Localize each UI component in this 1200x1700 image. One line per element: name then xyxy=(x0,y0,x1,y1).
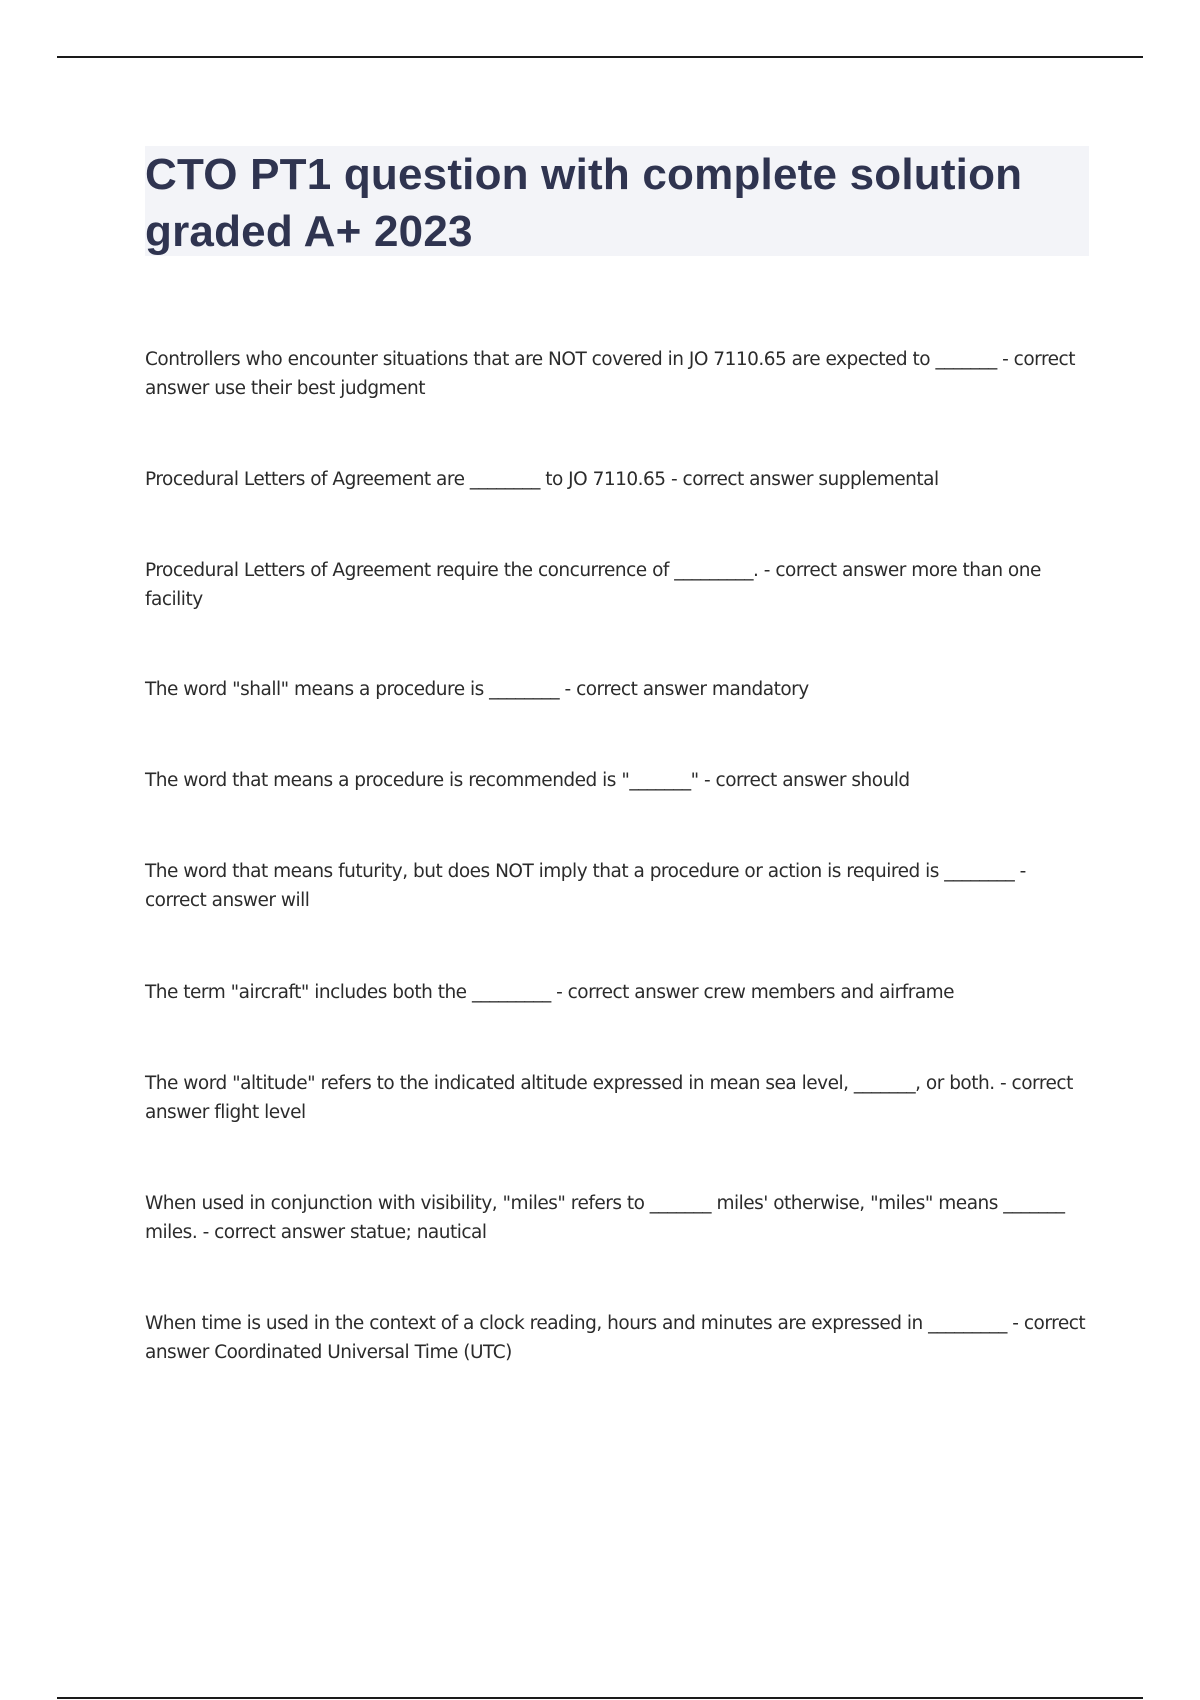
title-banner xyxy=(145,146,1089,256)
document-title: CTO PT1 question with complete solution graded A+ 2023 xyxy=(145,150,1023,256)
qa-item: The term "aircraft" includes both the _________ - correct answer crew members and airframe xyxy=(145,982,955,1003)
qa-item: When used in conjunction with visibility, "miles" refers to _______ miles' otherwise, "miles" means _______ miles. - correct answer statue; nautical xyxy=(145,1193,1065,1243)
qa-item: Controllers who encounter situations that are NOT covered in JO 7110.65 are expected to _______ - correct answer use their best judgment xyxy=(145,349,1075,399)
qa-item: The word that means a procedure is recommended is "_______" - correct answer should xyxy=(145,770,910,791)
top-rule xyxy=(57,56,1143,58)
bottom-rule xyxy=(57,1697,1143,1699)
qa-item: The word "altitude" refers to the indicated altitude expressed in mean sea level, _______, or both. - correct answer flight level xyxy=(145,1073,1073,1123)
qa-item: Procedural Letters of Agreement require the concurrence of _________. - correct answer more than one facility xyxy=(145,560,1041,610)
qa-item: The word that means futurity, but does NOT imply that a procedure or action is required is ________ - correct answer will xyxy=(145,861,1026,911)
qa-item: When time is used in the context of a clock reading, hours and minutes are expressed in _________ - correct answer Coordinated Universal Time (UTC) xyxy=(145,1313,1086,1363)
qa-item: The word "shall" means a procedure is ________ - correct answer mandatory xyxy=(145,679,809,700)
qa-item: Procedural Letters of Agreement are ________ to JO 7110.65 - correct answer supplemental xyxy=(145,469,939,490)
